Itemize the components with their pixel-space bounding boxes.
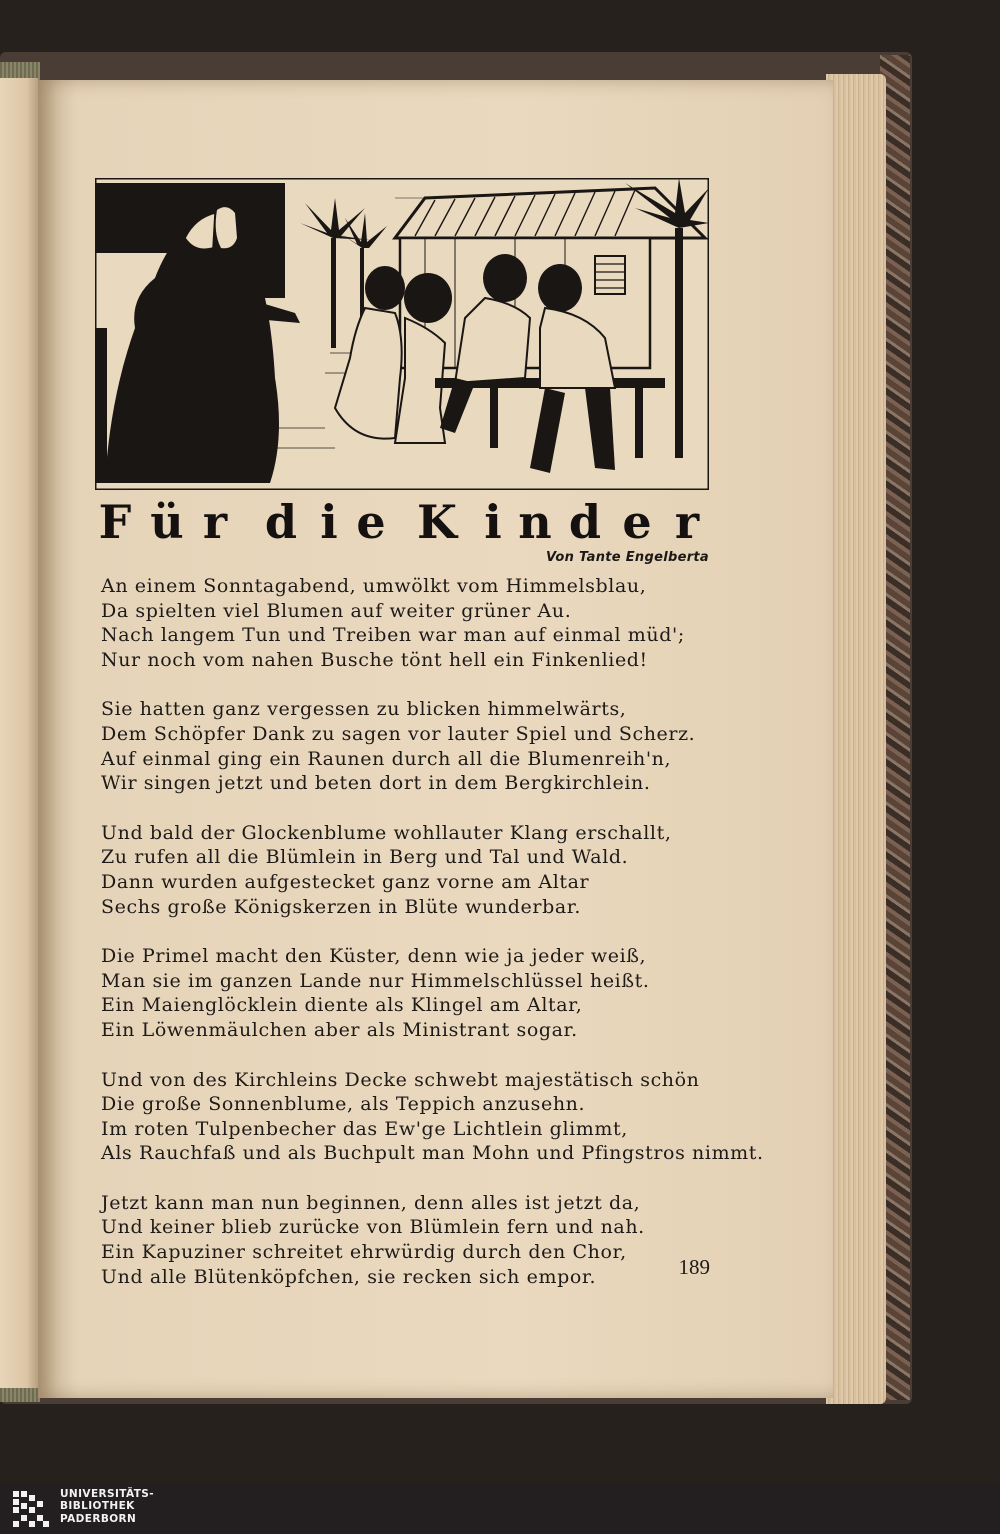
poem-line: Ein Löwenmäulchen aber als Ministrant sogar. [101,1018,578,1041]
poem-line: Die Primel macht den Küster, denn wie ja jeder weiß, [101,945,647,968]
logo-line: UNIVERSITÄTS- [60,1488,155,1500]
poem-line: Dann wurden aufgestecket ganz vorne am Altar [101,870,590,893]
stanza [101,944,721,1042]
stanza [101,574,721,672]
library-logo-text [60,1488,260,1525]
title-letter: K [417,496,457,548]
poem-line: An einem Sonntagabend, umwölkt vom Himmelsblau, [101,575,647,597]
title-letter: i [484,496,502,548]
title-letter: F [98,496,132,548]
poem-line: Dem Schöpfer Dank zu sagen vor lauter Spiel und Scherz. [101,722,696,745]
poem-line: Sie hatten ganz vergessen zu blicken himmelwärts, [101,698,627,721]
poem-line: Nach langem Tun und Treiben war man auf einmal müd'; [101,624,685,647]
poem-line: Nur noch vom nahen Busche tönt hell ein Finkenlied! [101,648,648,671]
logo-line: PADERBORN [60,1512,137,1525]
stanza [101,697,721,795]
title-letter: d [568,496,602,548]
poem-line: Ein Maienglöcklein diente als Klingel am Altar, [101,994,583,1017]
page-number: 189 [678,1255,710,1279]
page-title [95,496,709,548]
title-letter: ü [150,496,184,548]
poem-line: Als Rauchfaß und als Buchpult man Mohn und Pfingstros nimmt. [101,1142,764,1165]
title-letter: e [622,496,652,548]
poem-line: Jetzt kann man nun beginnen, denn alles ist jetzt da, [101,1191,641,1214]
title-letter: r [674,496,700,548]
poem-line: Und alle Blütenköpfchen, sie recken sich empor. [101,1265,597,1288]
title-letter: r [202,496,228,548]
poem-line: Man sie im ganzen Lande nur Himmelschlüssel heißt. [101,969,650,992]
stanza [101,1191,721,1289]
poem-line: Zu rufen all die Blümlein in Berg und Tal und Wald. [101,846,629,869]
left-page-edge [0,78,38,1388]
poem-line: Wir singen jetzt und beten dort in dem Bergkirchlein. [101,772,651,795]
poem-line: Und von des Kirchleins Decke schwebt majestätisch schön [101,1068,700,1091]
author-byline: Von Tante Engelberta [546,550,709,565]
poem-line: Da spielten viel Blumen auf weiter grüner Au. [101,599,572,622]
poem-line: Auf einmal ging ein Raunen durch all die Blumenreih'n, [101,747,672,770]
ub-paderborn-logo-icon [13,1491,51,1531]
poem-line: Sechs große Königskerzen in Blüte wunderbar. [101,895,582,918]
title-letter: d [264,496,298,548]
title-letter: i [320,496,338,548]
poem-line: Ein Kapuziner schreitet ehrwürdig durch den Chor, [101,1241,627,1264]
poem [101,574,764,1314]
title-letter: e [356,496,386,548]
poem-line: Im roten Tulpenbecher das Ew'ge Lichtlein glimmt, [101,1117,628,1140]
page-stack-edge [826,74,886,1404]
title-letter: n [518,496,552,548]
poem-line: Die große Sonnenblume, als Teppich anzusehn. [101,1093,586,1116]
nun-with-children-woodcut [95,178,709,490]
stanza [101,821,721,919]
poem-line: Und keiner blieb zurücke von Blümlein fern und nah. [101,1216,645,1239]
stanza [101,1068,764,1166]
poem-line: Und bald der Glockenblume wohllauter Klang erschallt, [101,821,672,844]
logo-line: BIBLIOTHEK [60,1500,135,1513]
